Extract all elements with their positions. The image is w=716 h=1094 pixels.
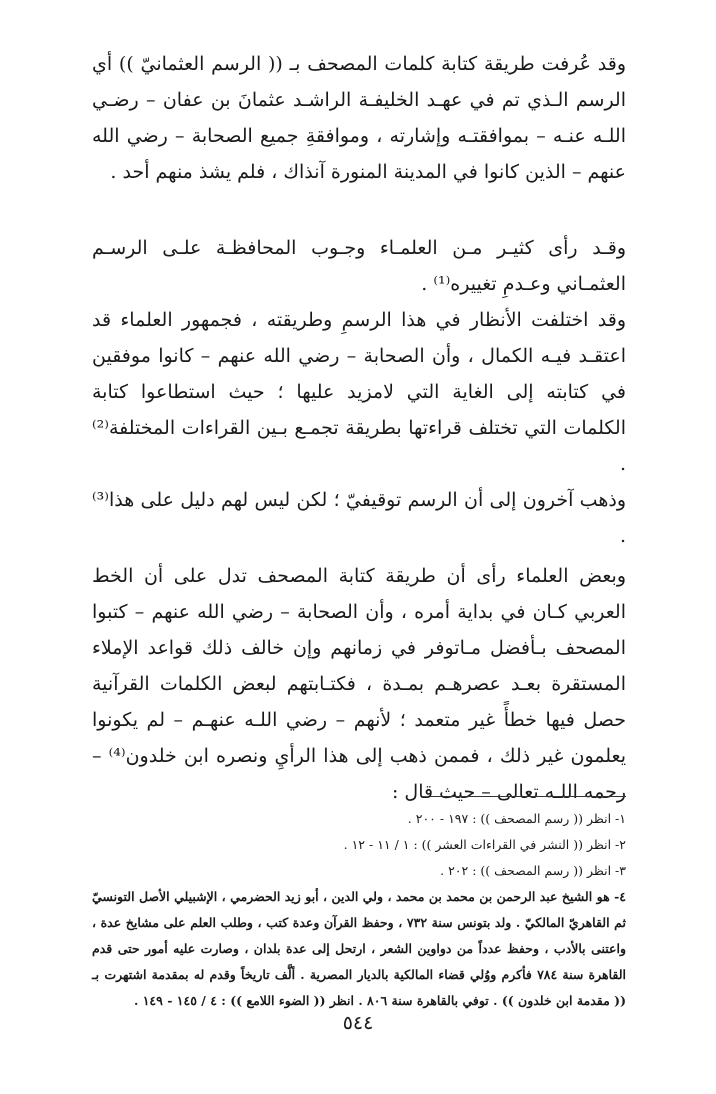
paragraph-views-differ: وقد اختلفت الأنظار في هذا الرسمِ وطريقته ، فجمهور العلماء قد اعتقـد فيـه الكمال ، وأن الصحابة – رضي الله عنهم – كانوا موفقين في كتابته إلى الغاية التي لامزيد عليها ؛ حيث استطاعوا كتابة الكلمات التي تختلف قراءتها بطريقة تجمـع بـين القراءات المختلفة⁽²⁾ . (92, 309, 626, 475)
page-number: ٥٤٤ (342, 1012, 374, 1034)
footnote-3: ٣- انظر (( رسم المصحف )) : ٢٠٢ . (440, 863, 626, 878)
paragraph-preserve-script: وقـد رأى كثيـر مـن العلمـاء وجـوب المحافظـة علـى الرسـم العثمـاني وعـدمِ تغييره⁽¹⁾ . (92, 237, 626, 295)
footnote-2: ٢- انظر (( النشر في القراءات العشر )) : ١ / ١١ - ١٢ . (343, 837, 626, 852)
paragraph-tawqifi-view: وذهب آخرون إلى أن الرسم توقيفيّ ؛ لكن ليس لهم دليل على هذا⁽³⁾ . (92, 489, 626, 547)
footnote-divider (430, 796, 626, 797)
paragraph-arabic-script-origin: وبعض العلماء رأى أن طريقة كتابة المصحف تدل على أن الخط العربي كـان في بداية أمره ، وأن الصحابة – رضي الله عنهم – كتبوا المصحف بـأفضل مـاتوفر في زمانهم وإن خالف ذلك قواعد الإملاء المستقرة بعـد عصرهـم بمـدة ، فكتـابتهم لبعض الكلمات القرآنية حصل فيها خطأً غير متعمد ؛ لأنهم – رضي اللـه عنهـم – لم يكونوا يعلمون غير ذلك ، فممن ذهب إلى هذا الرأيِ ونصره ابن خلدون⁽⁴⁾ – رحمه اللـه تعالى – حيث قال : (92, 565, 626, 803)
footnote-1: ١- انظر (( رسم المصحف )) : ١٩٧ - ٢٠٠ . (407, 811, 626, 826)
footnote-4: ٤- هو الشيخ عبد الرحمن بن محمد بن محمد ، ولي الدين ، أبو زيد الحضرمي ، الإشبيلي الأصل التونسيّ ثم القاهريّ المالكيّ . ولد بتونس سنة ٧٣٢ ، وحفظ القرآن وعدة كتب ، وطلب العلم على مشايخ عدة ، واعتنى بالأدب ، وحفظ عدداً من دواوين الشعر ، ارتحل إلى عدة بلدان ، وصارت عليه أمور حتى قدم القاهرة سنة ٧٨٤ فأكرم ووُلي قضاء المالكية بالديار المصرية . ألَّف تاريخاً وقدم له بمقدمة اشتهرت بـ (( مقدمة ابن خلدون )) . توفي بالقاهرة سنة ٨٠٦ . انظر (( الضوء اللامع )) : ٤ / ١٤٥ - ١٤٩ . (92, 889, 626, 1008)
footnotes (92, 806, 626, 1014)
paragraph-uthmani-script: وقد عُرفت طريقة كتابة كلمات المصحف بـ (( الرسم العثمانيّ )) أي الرسم الـذي تم في عهـد الخليفـة الراشـد عثمانَ بن عفان – رضـي اللـه عنـه – بموافقتـه وإشارته ، وموافقةِ جميع الصحابة – رضي الله عنهم – الذين كانوا في المدينة المنورة آنذاك ، فلم يشذ منهم أحد . (92, 53, 626, 183)
